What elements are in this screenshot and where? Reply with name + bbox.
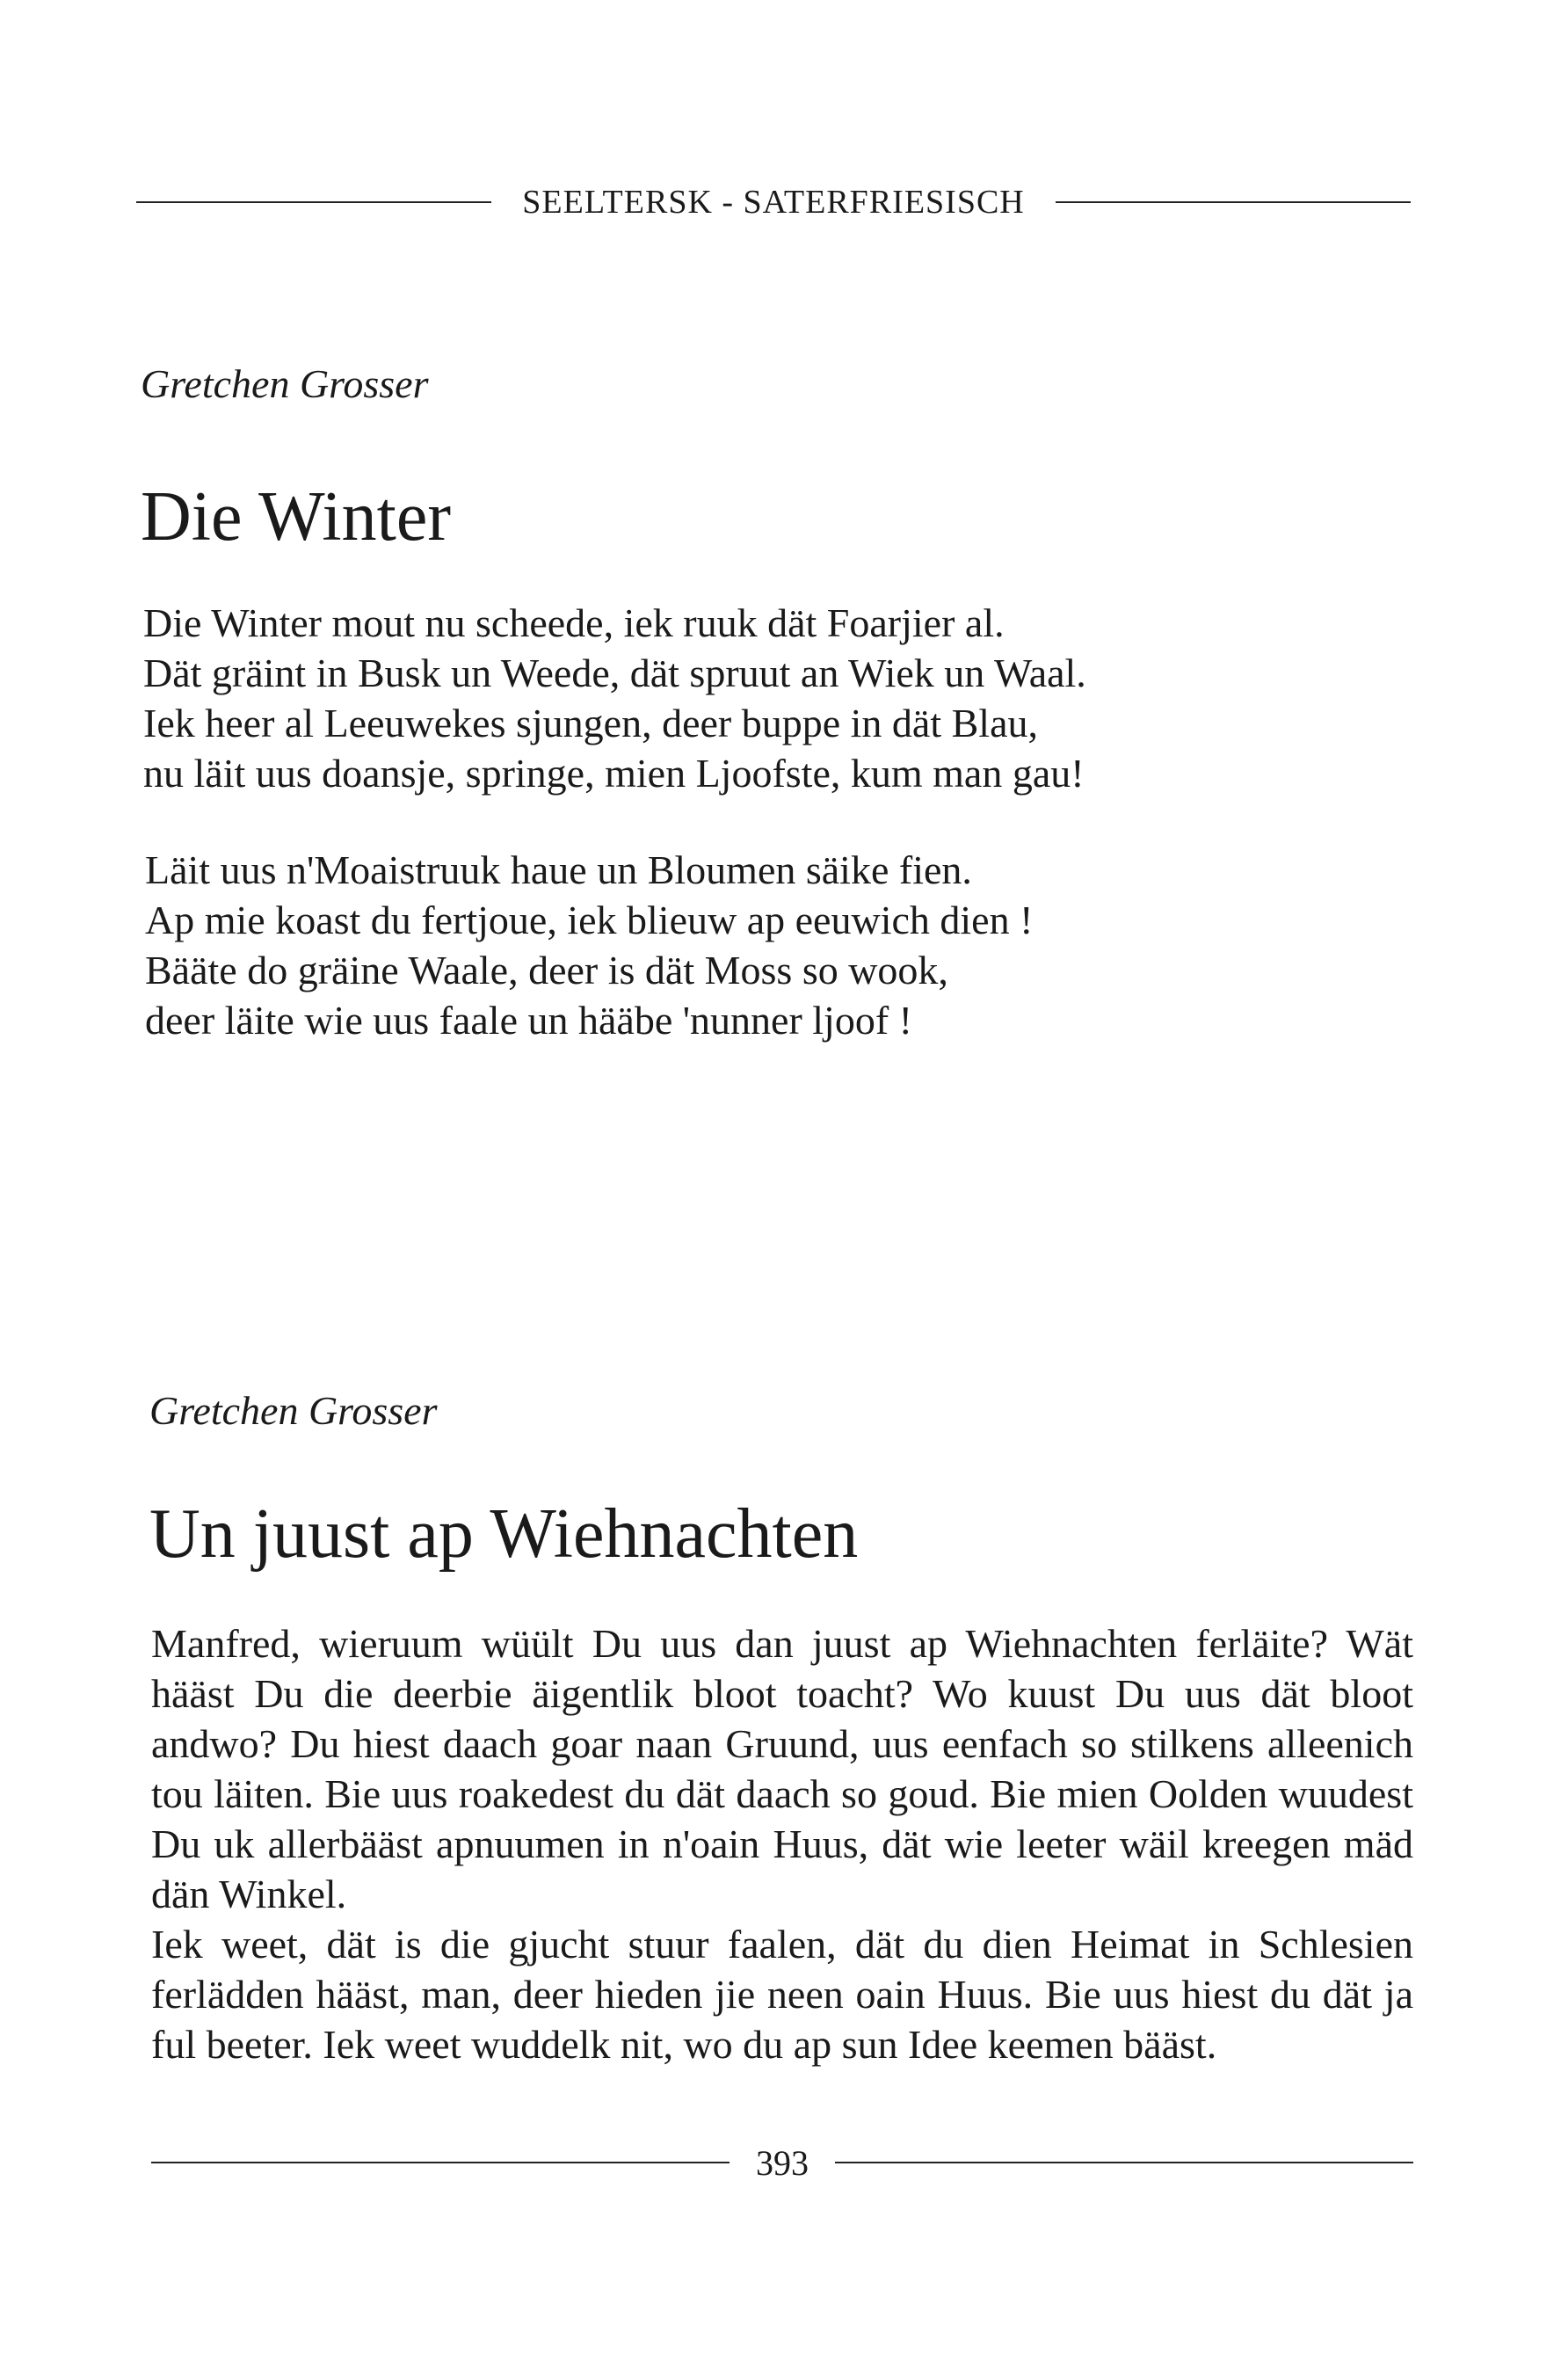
poem-stanza-2 <box>145 845 1033 1045</box>
header-rule-right <box>1056 201 1411 203</box>
footer-rule-right <box>835 2162 1413 2163</box>
header-rule-left <box>136 201 491 203</box>
poem-line: Ap mie koast du fertjoue, iek blieuw ap eeuwich dien ! <box>145 898 1034 942</box>
poem-line: nu läit uus doansje, springe, mien Ljoofste, kum man gau! <box>143 751 1085 796</box>
page-number: 393 <box>756 2142 809 2183</box>
prose-title: Un juust ap Wiehnachten <box>149 1495 859 1573</box>
prose-author: Gretchen Grosser <box>149 1388 438 1433</box>
poem-author: Gretchen Grosser <box>141 361 429 406</box>
poem-line: Bääte do gräine Waale, deer is dät Moss so wook, <box>145 948 948 992</box>
prose-paragraph-2: Iek weet, dät is die gjucht stuur faalen, dät du dien Heimat in Schlesien ferlädden hääst, man, deer hieden jie neen oain Huus. Bie uus hiest du dät ja ful beeter. Iek weet wuddelk nit, wo du ap sun Idee keemen bääst. <box>151 1922 1413 2067</box>
footer-rule-left <box>151 2162 730 2163</box>
prose-paragraph-1: Manfred, wieruum wüült Du uus dan juust ap Wiehnachten ferläite? Wät hääst Du die deerbie äigentlik bloot toacht? Wo kuust Du uus dät bloot andwo? Du hiest daach goar naan Gruund, uus eenfach so stilkens alleenich tou läiten. Bie uus roakedest du dät daach so goud. Bie mien Oolden wuudest Du uk allerbääst apnuumen in n'oain Huus, dät wie leeter wäil kreegen mäd dän Winkel. <box>151 1621 1413 1916</box>
page-footer <box>151 2141 1413 2185</box>
poem-title: Die Winter <box>141 478 451 556</box>
running-header <box>136 180 1411 224</box>
poem-line: Dät gräint in Busk un Weede, dät spruut an Wiek un Waal. <box>143 651 1086 695</box>
poem-line: Die Winter mout nu scheede, iek ruuk dät Foarjier al. <box>143 600 1005 645</box>
poem-line: Iek heer al Leeuwekes sjungen, deer buppe in dät Blau, <box>143 701 1038 745</box>
running-title: SEELTERSK - SATERFRIESISCH <box>522 184 1025 221</box>
poem-line: Läit uus n'Moaistruuk haue un Bloumen säike fien. <box>145 847 972 892</box>
poem-stanza-1 <box>143 598 1086 798</box>
poem-line: deer läite wie uus faale un hääbe 'nunner ljoof ! <box>145 998 912 1043</box>
